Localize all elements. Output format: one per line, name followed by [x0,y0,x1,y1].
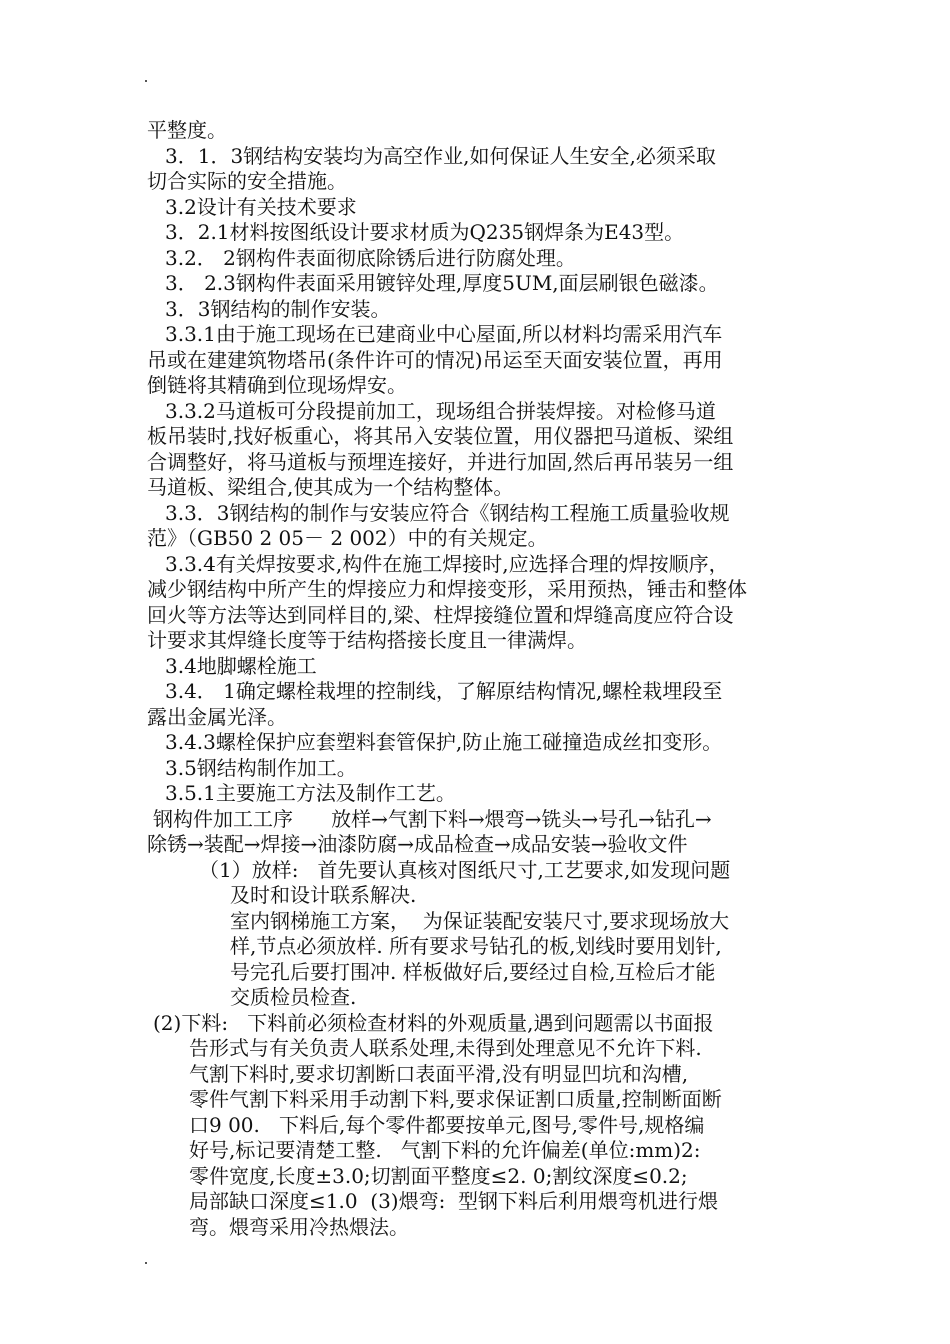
text-line: 口9 00. 下料后,每个零件都要按单元,图号,零件号,规格编 [189,1112,705,1137]
text-line: 3．2.1材料按图纸设计要求材质为Q235钢焊条为E43型。 [165,220,685,244]
text-line: 交质检员检查. [230,985,357,1009]
text-line: 3．3钢结构的制作安装。 [165,296,391,321]
text-line: 回火等方法等达到同样目的,梁、柱焊接缝位置和焊缝高度应符合设 [147,602,734,627]
text-line: 3.3．3钢结构的制作与安装应符合《钢结构工程施工质量验收规 [165,500,730,525]
text-line: 3.2设计有关技术要求 [165,194,357,219]
text-line: 好号,标记要清楚工整. 气割下料的允许偏差(单位:mm)2: [189,1138,701,1162]
text-line: (2)下料: 下料前必须检查材料的外观质量,遇到问题需以书面报 [153,1010,714,1035]
text-line: 范》（GB50 2 05－ 2 002）中的有关规定。 [147,526,548,550]
text-line: 告形式与有关负责人联系处理,未得到处理意见不允许下料. [189,1036,702,1060]
text-line: 合调整好，将马道板与预埋连接好，并进行加固,然后再吊装另一组 [147,449,734,474]
text-line: 样,节点必须放样. 所有要求号钻孔的板,划线时要用划针, [230,934,722,958]
text-line: 除锈→装配→焊接→油漆防腐→成品检查→成品安装→验收文件 [147,832,688,856]
text-line: 室内钢梯施工方案， 为保证装配安装尺寸,要求现场放大 [230,908,730,933]
text-line: 号完孔后要打围冲. 样板做好后,要经过自检,互检后才能 [230,959,716,984]
text-line: 3.3.4有关焊按要求,构件在施工焊接时,应选择合理的焊按顺序， [165,551,729,576]
text-line: 零件宽度,长度±3.0;切割面平整度≤2. 0;割纹深度≤0.2; [189,1163,688,1188]
document-body [147,118,815,1240]
text-line: 板吊装时,找好板重心，将其吊入安装位置，用仪器把马道板、梁组 [147,424,734,448]
text-line: 及时和设计联系解决. [230,883,417,907]
text-line: 3.3.2马道板可分段提前加工，现场组合拼装焊接。对检修马道 [165,398,716,423]
text-line: 露出金属光泽。 [147,704,287,729]
text-line: 弯。煨弯采用冷热煨法。 [189,1214,409,1239]
text-line: 3． 2.3钢构件表面采用镀锌处理,厚度5UM,面层刷银色磁漆。 [165,271,719,295]
text-line: 吊或在建建筑物塔吊(条件许可的情况)吊运至天面安装位置，再用 [147,347,723,372]
top-dot-mark [145,80,147,82]
text-line: 3．1．3钢结构安装均为高空作业,如何保证人生安全,必须采取 [165,143,716,168]
text-line: （1）放样: 首先要认真核对图纸尺寸,工艺要求,如发现问题 [199,857,731,882]
text-line: 气割下料时,要求切割断口表面平滑,没有明显凹坑和沟槽, [189,1061,689,1086]
text-line: 零件气割下料采用手动割下料,要求保证割口质量,控制断面断 [189,1087,722,1111]
text-line: 3.3.1由于施工现场在已建商业中心屋面,所以材料均需采用汽车 [165,322,723,346]
text-line: 倒链将其精确到位现场焊安。 [147,373,407,397]
text-line: 3.2． 2钢构件表面彻底除锈后进行防腐处理。 [165,245,576,270]
text-line: 计要求其焊缝长度等于结构搭接长度且一律满焊。 [147,628,587,652]
text-line: 局部缺口深度≤1.0 (3)煨弯: 型钢下料后利用煨弯机进行煨 [189,1189,719,1213]
text-line: 3.4地脚螺栓施工 [165,653,317,678]
text-line: 切合实际的安全措施。 [147,169,347,193]
text-line: 马道板、梁组合,使其成为一个结构整体。 [147,475,514,499]
text-line: 钢构件加工工序 放样→气割下料→煨弯→铣头→号孔→钻孔→ [153,806,712,831]
text-line: 平整度。 [147,118,227,142]
text-line: 3.5钢结构制作加工。 [165,755,357,780]
text-line: 减少钢结构中所产生的焊接应力和焊接变形，采用预热，锤击和整体 [147,577,747,601]
text-line: 3.5.1主要施工方法及制作工艺。 [165,781,456,805]
text-line: 3.4． 1确定螺栓栽埋的控制线，了解原结构情况,螺栓栽埋段至 [165,679,723,703]
text-line: 3.4.3螺栓保护应套塑料套管保护,防止施工碰撞造成丝扣变形。 [165,730,723,754]
bottom-dot-mark [145,1262,147,1264]
